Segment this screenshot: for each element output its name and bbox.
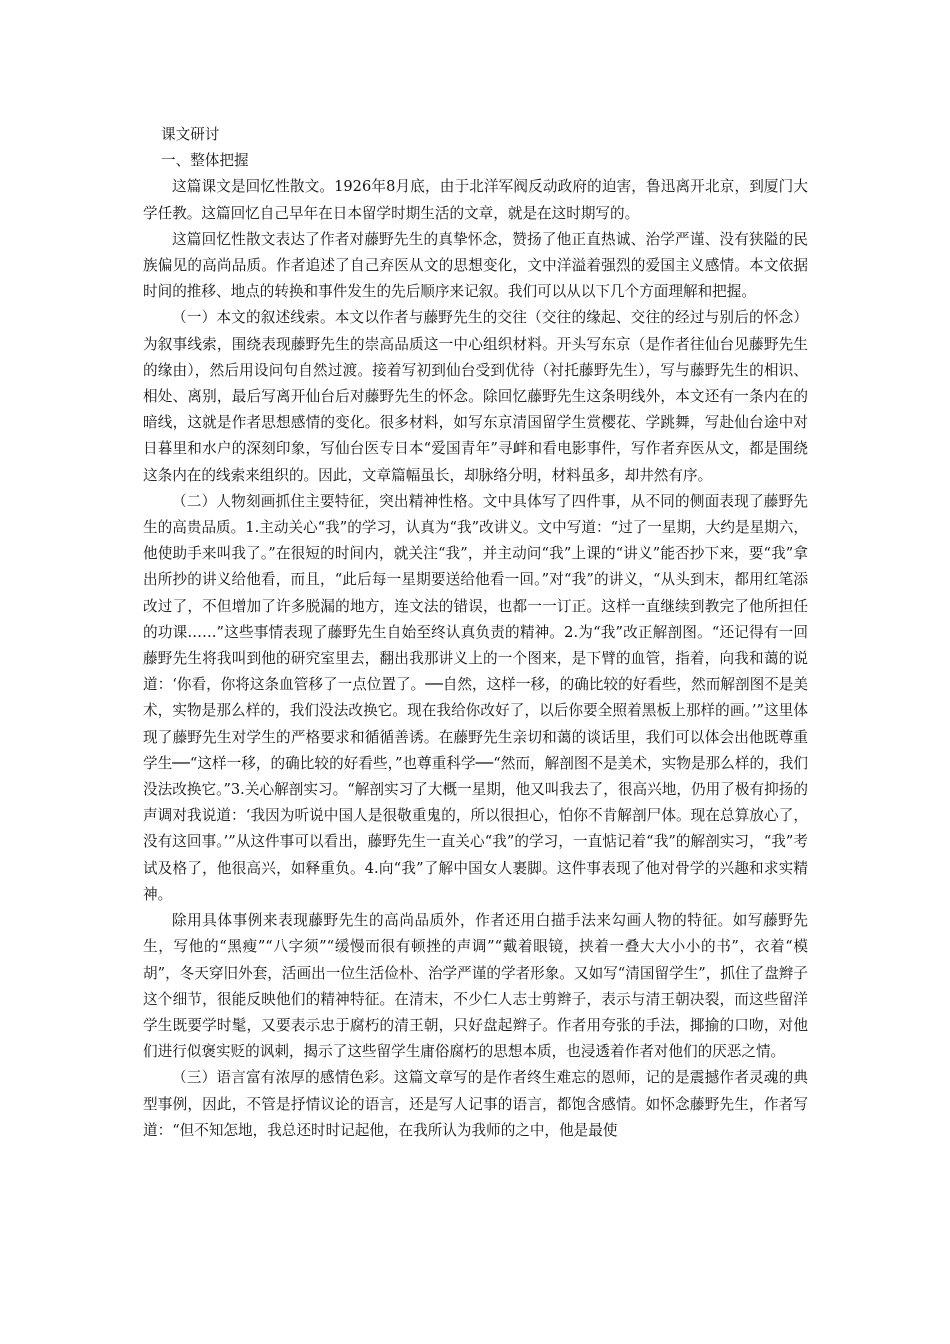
section-heading: 一、整体把握 — [161, 152, 249, 170]
paragraph-language: （三）语言富有浓厚的感情色彩。这篇文章写的是作者终生难忘的恩师，记的是震撼作者灵魂的典型事例，因此，不管是抒情议论的语言，还是写人记事的语言，都饱含感情。如怀念藤野先生，作者写道：“但不知怎地，我总还时时记起他，在我所认为我师的之中，他是最使 — [143, 1069, 808, 1139]
paragraph-background: 这篇课文是回忆性散文。1926年8月底，由于北洋军阀反动政府的迫害，鲁迅离开北京，到厦门大学任教。这篇回忆自己早年在日本留学时期生活的文章，就是在这时期写的。 — [143, 178, 808, 222]
document-title: 课文研讨 — [161, 126, 220, 143]
paragraph-narrative-clue: （一）本文的叙述线索。本文以作者与藤野先生的交往（交往的缘起、交往的经过与别后的怀念）为叙事线索，围绕表现藤野先生的崇高品质这一中心组织材料。开头写东京（是作者往仙台见藤野先生的缘由），然后用设问句自然过渡。接着写初到仙台受到优待（衬托藤野先生），写与藤野先生的相识、相处、离别，最后写离开仙台后对藤野先生的怀念。除回忆藤野先生这条明线外，本文还有一条内在的暗线，这就是作者思想感情的变化。很多材料，如写东京清国留学生赏樱花、学跳舞，写赴仙台途中对日暮里和水户的深刻印象，写仙台医专日本“爱国青年”寻衅和看电影事件，写作者弃医从文，都是围绕这条内在的线索来组织的。因此，文章篇幅虽长，却脉络分明，材料虽多，却井然有序。 — [143, 309, 808, 484]
paragraph-line-drawing: 除用具体事例来表现藤野先生的高尚品质外，作者还用白描手法来勾画人物的特征。如写藤野先生，写他的“黑瘦”“八字须”“缓慢而很有顿挫的声调”“戴着眼镜，挟着一叠大大小小的书”，衣着“模胡”，冬天穿旧外套，活画出一位生活俭朴、治学严谨的学者形象。又如写“清国留学生”，抓住了盘辫子这个细节，很能反映他们的精神特征。在清末，不少仁人志士剪辫子，表示与清王朝决裂，而这些留洋学生既要学时髦，又要表示忠于腐朽的清王朝，只好盘起辫子。作者用夸张的手法，揶揄的口吻，对他们进行似褒实贬的讽刺，揭示了这些留学生庸俗腐朽的思想本质，也浸透着作者对他们的厌恶之情。 — [143, 912, 808, 1061]
paragraph-characterization: （二）人物刻画抓住主要特征，突出精神性格。文中具体写了四件事，从不同的侧面表现了藤野先生的高贵品质。1.主动关心“我”的学习，认真为“我”改讲义。文中写道：“过了一星期，大约是星期六，他使助手来叫我了。”在很短的时间内，就关注“我”，并主动问“我”上课的“讲义”能否抄下来，要“我”拿出所抄的讲义给他看，而且，“此后每一星期要送给他看一回。”对“我”的讲义，“从头到末，都用红笔添改过了，不但增加了许多脱漏的地方，连文法的错误，也都一一订正。这样一直继续到教完了他所担任的功课……”这些事情表现了藤野先生自始至终认真负责的精神。2.为“我”改正解剖图。“还记得有一回藤野先生将我叫到他的研究室里去，翻出我那讲义上的一个图来，是下臂的血管，指着，向我和蔼的说道：‘你看，你将这条血管移了一点位置了。──自然，这样一移，的确比较的好看些，然而解剖图不是美术，实物是那么样的，我们没法改换它。现在我给你改好了，以后你要全照着黑板上那样的画。’”这里体现了藤野先生对学生的严格要求和循循善诱。在藤野先生亲切和蔼的谈话里，我们可以体会出他既尊重学生──“这样一移，的确比较的好看些，”也尊重科学──“然而，解剖图不是美术，实物是那么样的，我们没法改换它。”3.关心解剖实习。“解剖实习了大概一星期，他又叫我去了，很高兴地，仍用了极有抑扬的声调对我说道：‘我因为听说中国人是很敬重鬼的，所以很担心，怕你不肯解剖尸体。现在总算放心了，没有这回事。’”从这件事可以看出，藤野先生一直关心“我”的学习，一直惦记着“我”的解剖实习，“我”考试及格了，他很高兴，如释重负。4.向“我”了解中国女人裹脚。这件事表现了他对骨学的兴趣和求实精神。 — [143, 492, 808, 903]
document-page — [143, 122, 808, 1144]
paragraph-theme: 这篇回忆性散文表达了作者对藤野先生的真挚怀念，赞扬了他正直热诚、治学严谨、没有狭隘的民族偏见的高尚品质。作者追述了自己弃医从文的思想变化，文中洋溢着强烈的爱国主义感情。本文依据时间的推移、地点的转换和事件发生的先后顺序来记叙。我们可以从以下几个方面理解和把握。 — [143, 230, 808, 301]
